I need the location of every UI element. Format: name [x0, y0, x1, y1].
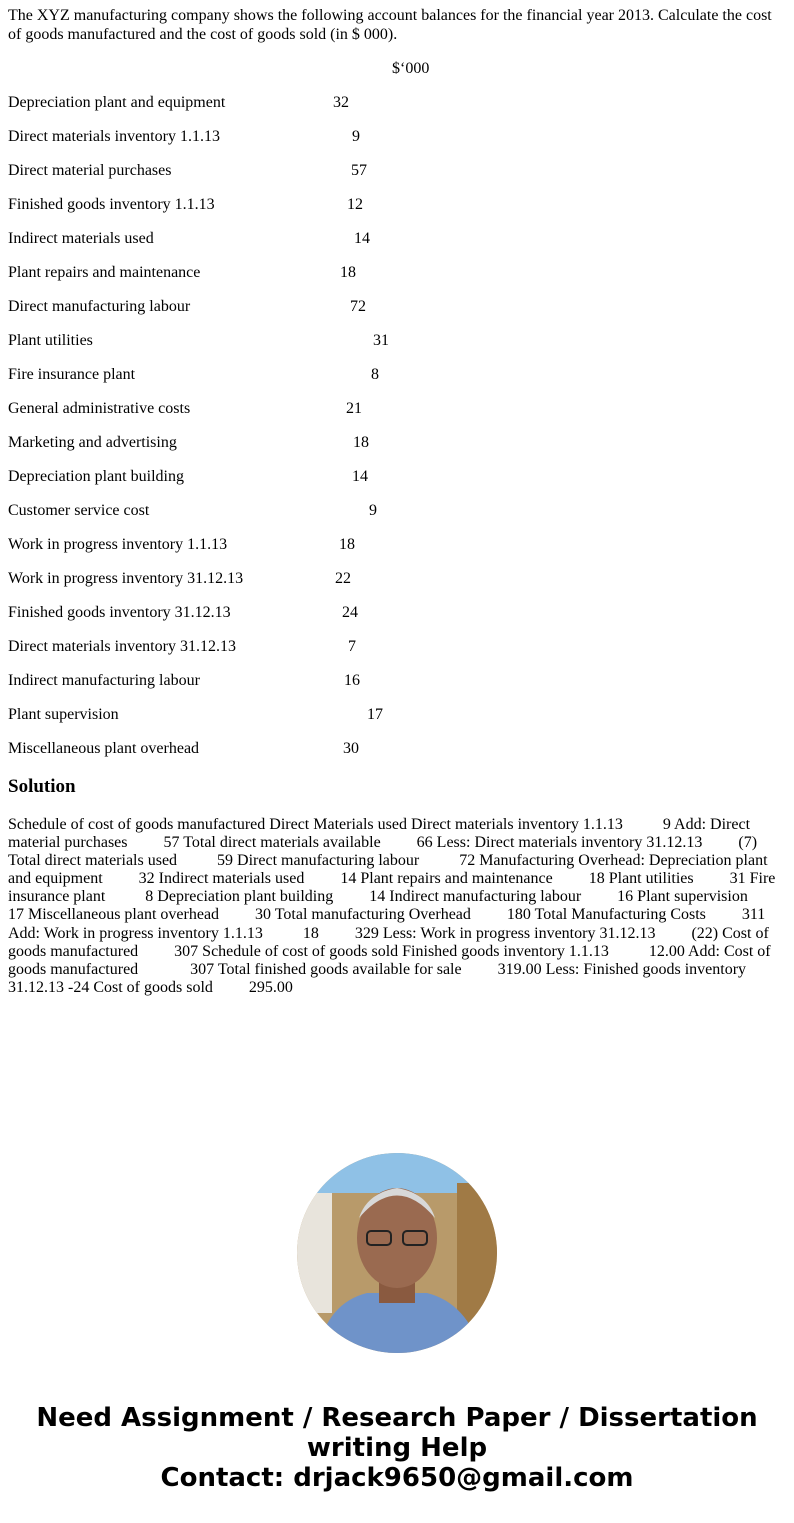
balance-value: 17	[367, 706, 383, 723]
balance-label: Plant supervision	[8, 706, 119, 723]
balance-row	[8, 94, 508, 114]
balance-row	[8, 230, 508, 250]
balance-row	[8, 604, 508, 624]
balance-value: 14	[352, 468, 368, 485]
balance-label: Fire insurance plant	[8, 366, 136, 383]
balance-value: 22	[335, 570, 351, 587]
balance-label: Miscellaneous plant overhead	[8, 740, 200, 757]
balance-row	[8, 264, 508, 284]
balance-label: Customer service cost	[8, 502, 150, 519]
balance-value: 57	[351, 162, 367, 179]
balance-value: 12	[347, 196, 363, 213]
balance-value: 16	[344, 672, 360, 689]
balance-row	[8, 298, 508, 318]
balance-value: 7	[348, 638, 356, 655]
balance-row	[8, 128, 508, 148]
balance-label: Work in progress inventory 1.1.13	[8, 536, 228, 553]
balance-row	[8, 468, 508, 488]
balance-row	[8, 672, 508, 692]
author-photo	[297, 1153, 497, 1353]
balance-label: Plant utilities	[8, 332, 93, 349]
balance-row	[8, 706, 508, 726]
balance-value: 30	[343, 740, 359, 757]
balance-row	[8, 638, 508, 658]
balance-label: Direct material purchases	[8, 162, 172, 179]
balance-row	[8, 366, 508, 386]
balance-label: Marketing and advertising	[8, 434, 177, 451]
balance-label: General administrative costs	[8, 400, 191, 417]
balance-label: Finished goods inventory 31.12.13	[8, 604, 231, 621]
balance-row	[8, 570, 508, 590]
help-banner	[0, 1403, 794, 1493]
balance-value: 24	[342, 604, 358, 621]
balance-label: Depreciation plant building	[8, 468, 184, 485]
banner-line-1: Need Assignment / Research Paper / Dissertation writing Help	[36, 1403, 758, 1463]
balance-row	[8, 162, 508, 182]
balance-label: Direct manufacturing labour	[8, 298, 191, 315]
solution-heading: Solution	[8, 776, 76, 797]
balance-value: 18	[353, 434, 369, 451]
balance-value: 9	[369, 502, 377, 519]
banner-contact: Contact: drjack9650@gmail.com	[160, 1463, 634, 1493]
balance-value: 14	[354, 230, 370, 247]
balance-row	[8, 196, 508, 216]
balance-value: 72	[350, 298, 366, 315]
balance-label: Work in progress inventory 31.12.13	[8, 570, 244, 587]
balance-row	[8, 332, 508, 352]
balance-label: Indirect manufacturing labour	[8, 672, 200, 689]
balance-row	[8, 434, 508, 454]
balance-value: 18	[339, 536, 355, 553]
balance-value: 8	[371, 366, 379, 383]
balance-row	[8, 400, 508, 420]
solution-text: Schedule of cost of goods manufactured Direct Materials used Direct materials inventory 1.1.13 9 Add: Direct material purchases 57 Total direct materials available 66 Less: Direct materials inventory 31.12.13 (7) Total direct materials used 59 Direct manufacturing labour 72 Manufacturing Overhead: Depreciation plant and equipment 32 Indirect materials used 14 Plant repairs and maintenance 18 Plant utilities 31 Fire insurance plant 8 Depreciation plant building 14 Indirect manufacturing labour 16 Plant supervision 17 Miscellaneous plant overhead 30 Total manufacturing Overhead 180 Total Manufacturing Costs 311 Add: Work in progress inventory 1.1.13 18 329 Less: Work in progress inventory 31.12.13 (22) Cost of goods manufactured 307 Schedule of cost of goods sold Finished goods inventory 1.1.13 12.00 Add: Cost of goods manufactured 307 Total finished goods available for sale 319.00 Less: Finished goods inventory 31.12.13 -24 Cost of goods sold 295.00	[8, 816, 784, 996]
balance-label: Depreciation plant and equipment	[8, 94, 226, 111]
balance-label: Plant repairs and maintenance	[8, 264, 201, 281]
balance-value: 9	[352, 128, 360, 145]
unit-header: $‘000	[392, 60, 430, 77]
balance-label: Indirect materials used	[8, 230, 154, 247]
balance-label: Direct materials inventory 1.1.13	[8, 128, 220, 145]
balance-row	[8, 536, 508, 556]
question-text: The XYZ manufacturing company shows the following account balances for the financial year 2013. Calculate the cost of goods manufactured and the cost of goods sold (in $ 000).	[8, 7, 772, 43]
balance-value: 18	[340, 264, 356, 281]
balance-value: 31	[373, 332, 389, 349]
balance-value: 32	[333, 94, 349, 111]
balance-label: Finished goods inventory 1.1.13	[8, 196, 215, 213]
balance-row	[8, 502, 508, 522]
balance-row	[8, 740, 508, 760]
balance-value: 21	[346, 400, 362, 417]
balance-label: Direct materials inventory 31.12.13	[8, 638, 236, 655]
